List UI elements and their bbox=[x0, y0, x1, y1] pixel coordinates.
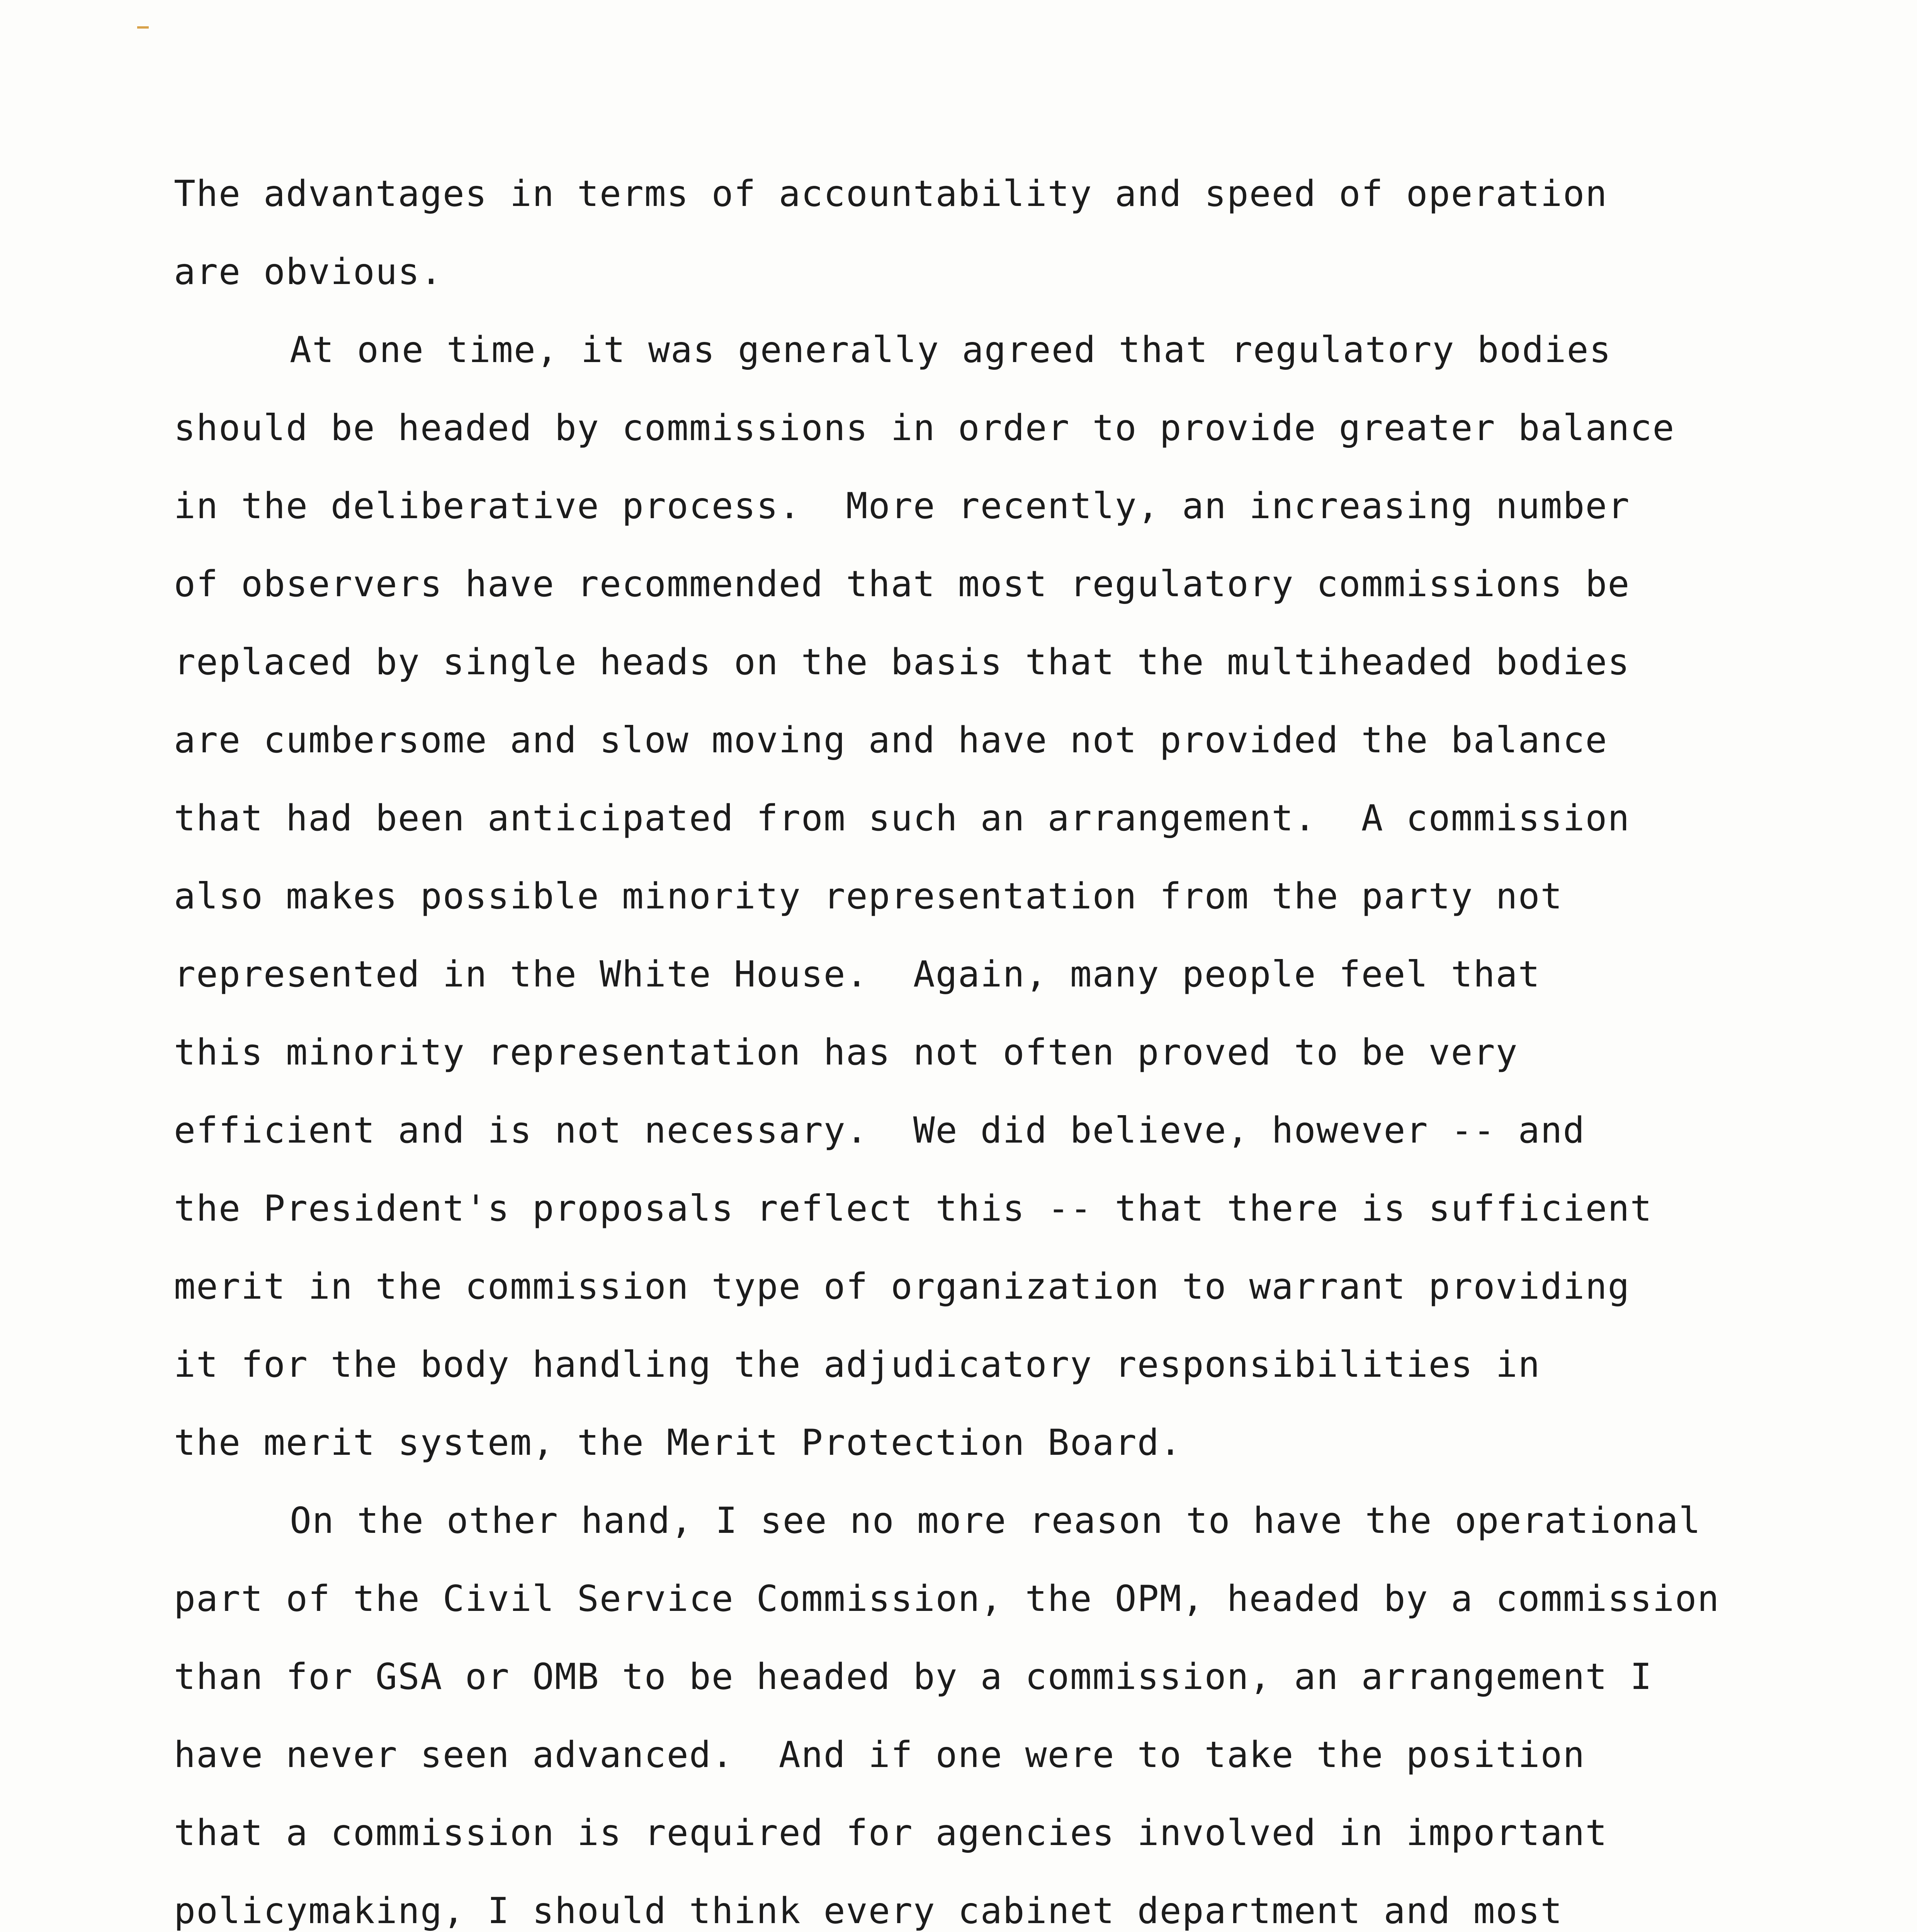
text-line: this minority representation has not often proved to be very bbox=[174, 1031, 1518, 1073]
text-line: policymaking, I should think every cabinet department and most bbox=[174, 1890, 1563, 1932]
text-line: represented in the White House. Again, many people feel that bbox=[174, 953, 1541, 995]
text-line: the merit system, the Merit Protection Board. bbox=[174, 1422, 1182, 1463]
text-line: replaced by single heads on the basis that the multiheaded bodies bbox=[174, 641, 1630, 683]
body-text bbox=[174, 155, 1816, 1932]
text-line: The advantages in terms of accountability and speed of operation bbox=[174, 173, 1608, 214]
text-line: of observers have recommended that most regulatory commissions be bbox=[174, 563, 1630, 605]
text-line: part of the Civil Service Commission, the OPM, headed by a commission bbox=[174, 1578, 1720, 1619]
text-line: merit in the commission type of organization to warrant providing bbox=[174, 1265, 1630, 1307]
text-line: have never seen advanced. And if one were to take the position bbox=[174, 1734, 1586, 1776]
text-line: are cumbersome and slow moving and have not provided the balance bbox=[174, 719, 1608, 761]
text-line: that had been anticipated from such an arrangement. A commission bbox=[174, 797, 1630, 839]
text-line: that a commission is required for agencies involved in important bbox=[174, 1812, 1608, 1854]
text-line: efficient and is not necessary. We did believe, however -- and bbox=[174, 1109, 1586, 1151]
text-line: the President's proposals reflect this -- that there is sufficient bbox=[174, 1187, 1653, 1229]
text-line: it for the body handling the adjudicatory responsibilities in bbox=[174, 1344, 1541, 1385]
text-line: should be headed by commissions in order to provide greater balance bbox=[174, 407, 1675, 449]
text-line: are obvious. bbox=[174, 251, 443, 293]
text-line: than for GSA or OMB to be headed by a commission, an arrangement I bbox=[174, 1656, 1653, 1697]
text-line: in the deliberative process. More recently, an increasing number bbox=[174, 485, 1630, 527]
paragraph-start-line: At one time, it was generally agreed that regulatory bodies bbox=[290, 329, 1612, 371]
scan-mark bbox=[137, 26, 149, 29]
text-line: also makes possible minority representation from the party not bbox=[174, 875, 1563, 917]
paragraph-start-line: On the other hand, I see no more reason to have the operational bbox=[290, 1500, 1701, 1541]
